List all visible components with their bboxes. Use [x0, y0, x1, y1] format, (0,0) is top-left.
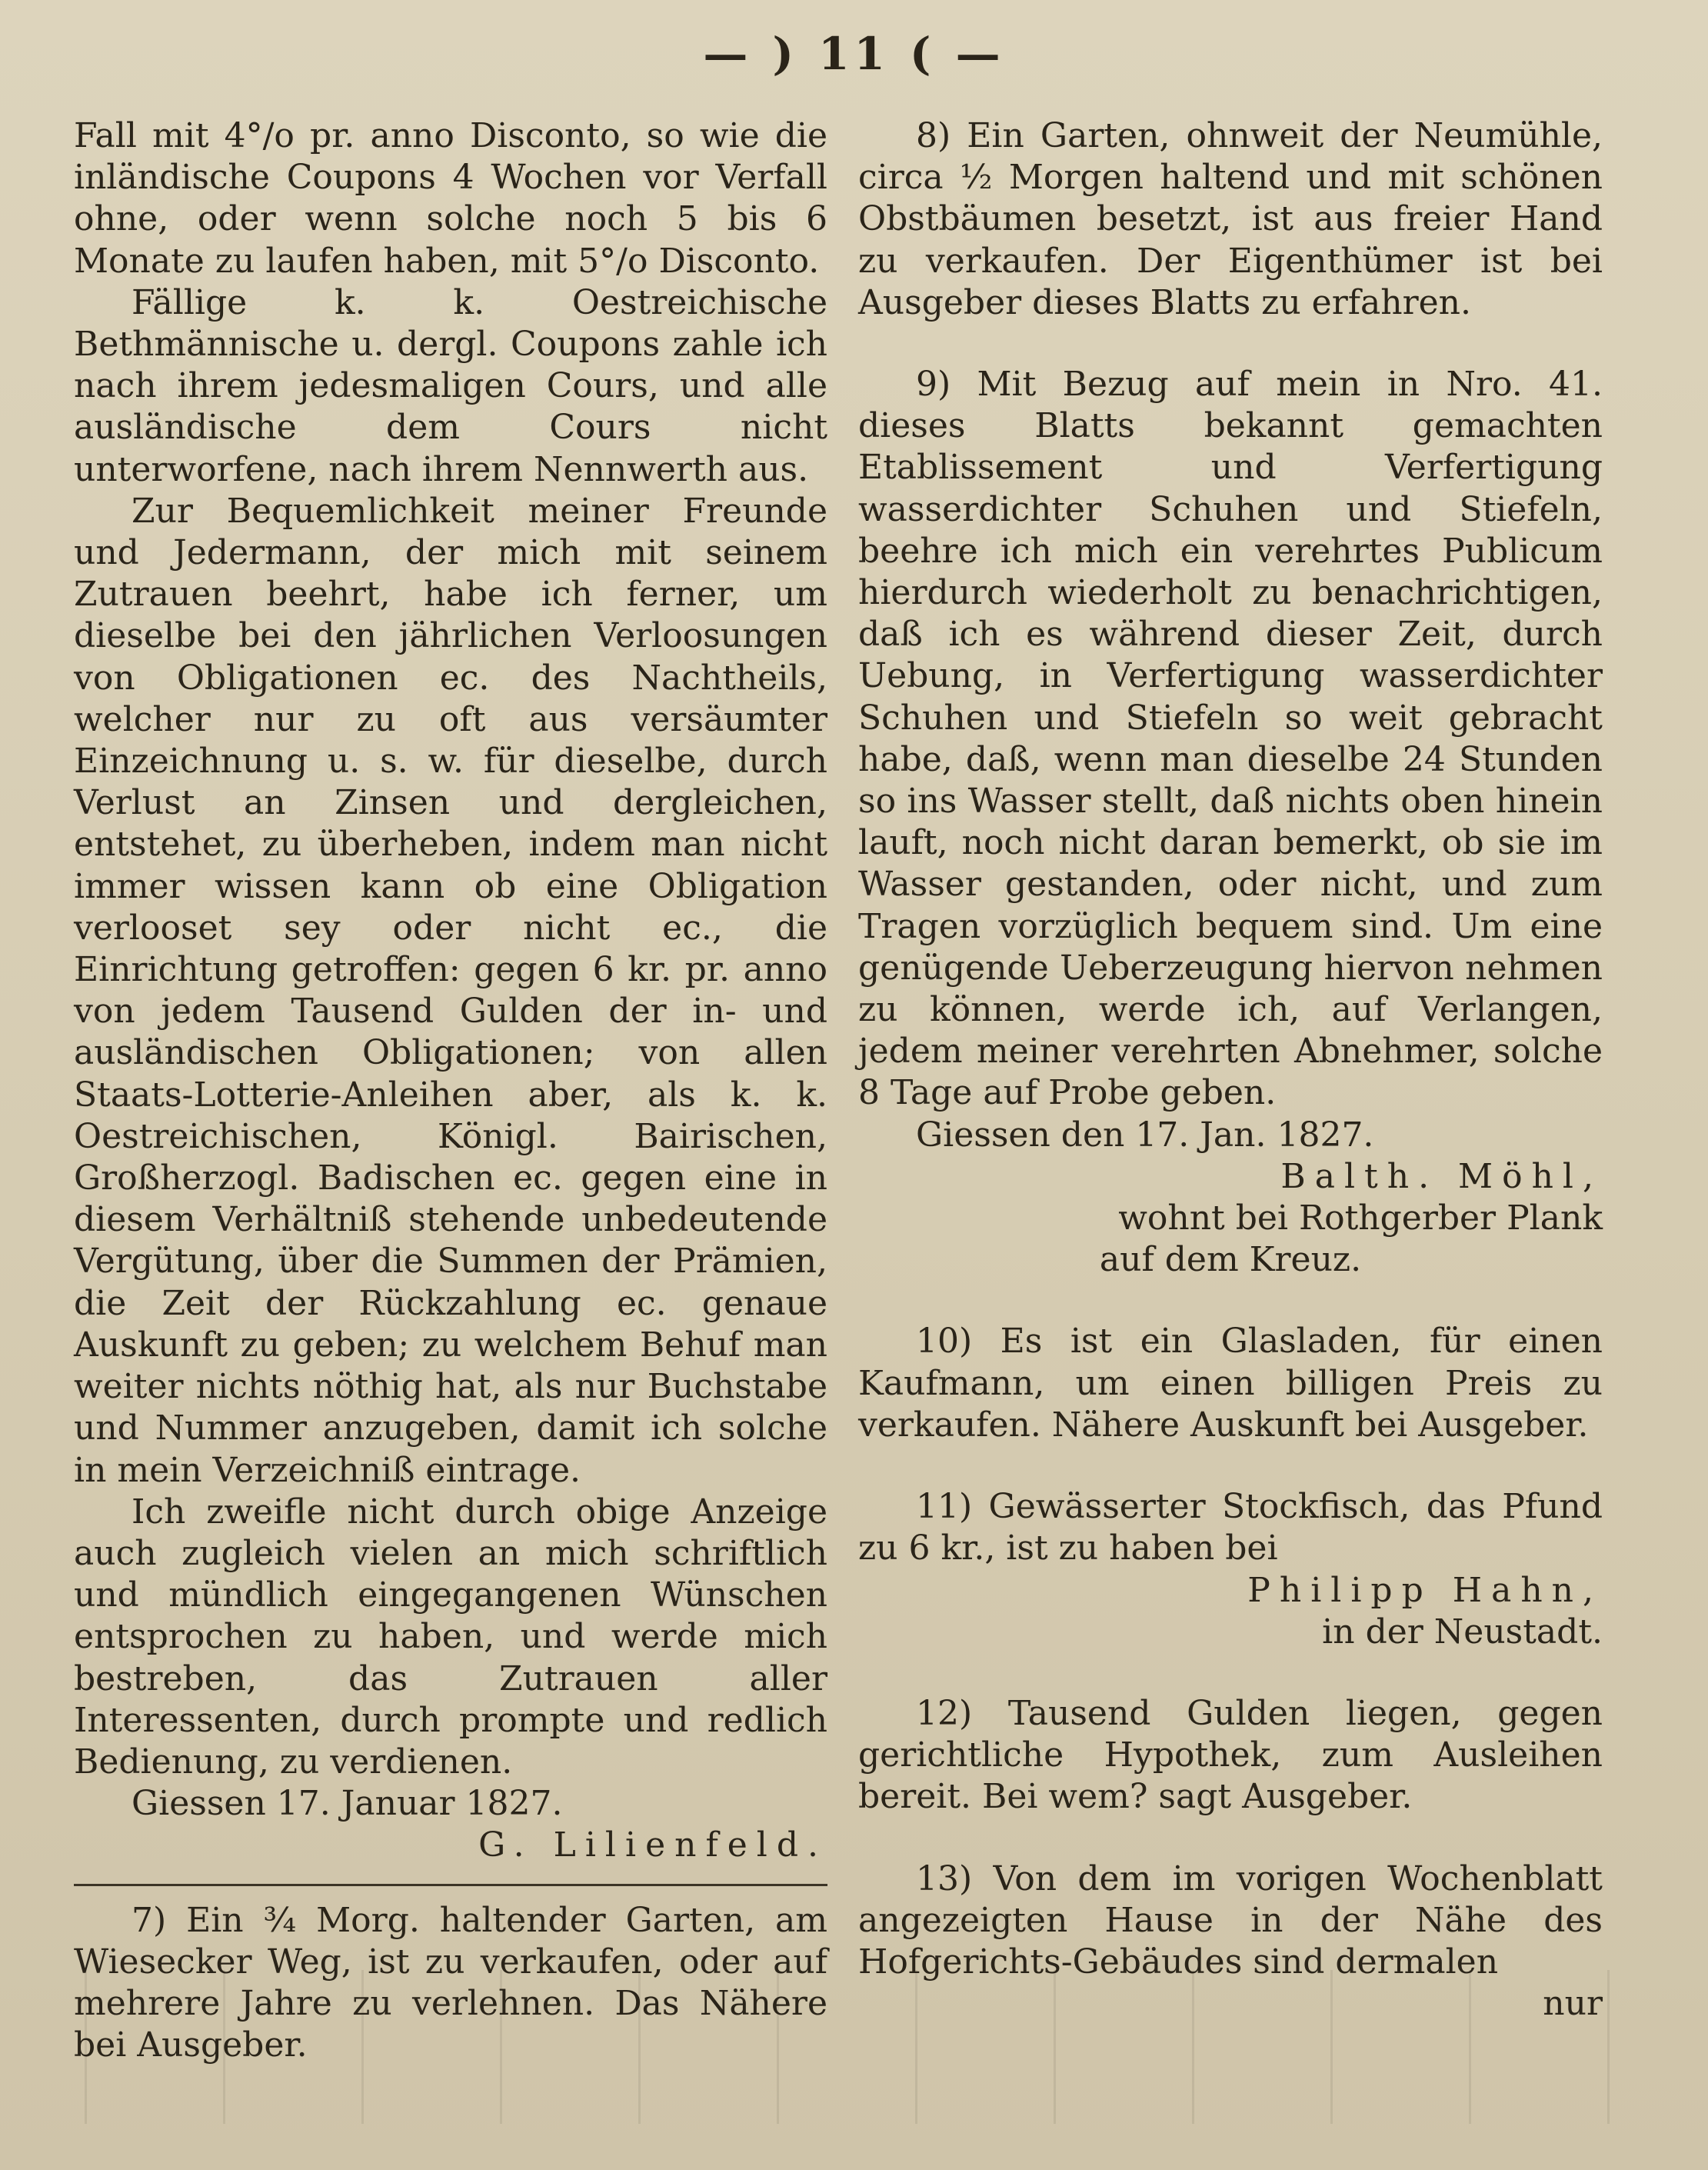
- paragraph-disconto: Fall mit 4°/o pr. anno Disconto, so wie die inländische Coupons 4 Wochen vor Verfall ohne, oder wenn solche noch 5 bis 6 Monate zu laufen haben, mit 5°/o Disconto.: [74, 116, 827, 281]
- ad-8: 8) Ein Garten, ohnweit der Neumühle, circa ½ Morgen haltend und mit schönen Obstbäumen besetzt, ist aus freier Hand zu verkaufen. Der Eigenthümer ist bei Ausgeber dieses Blatts zu erfahren.: [858, 116, 1603, 322]
- ad-11: 11) Gewässerter Stockfisch, das Pfund zu 6 kr., ist zu haben bei: [858, 1487, 1603, 1568]
- ad-11-place: in der Neustadt.: [1322, 1612, 1603, 1652]
- ad-9-address-line-2: auf dem Kreuz.: [1099, 1240, 1362, 1280]
- ad-7: 7) Ein ¾ Morg. haltender Garten, am Wiesecker Weg, ist zu verkaufen, oder auf mehrere Jahre zu verlehnen. Das Nähere bei Ausgeber.: [74, 1900, 827, 2065]
- paragraph-closing: Ich zweifle nicht durch obige Anzeige auch zugleich vielen an mich schriftlich und mündlich eingegangenen Wünschen entsprochen zu haben, und werde mich bestreben, das Zutrauen aller Interessenten, durch prompte und redlich Bedienung, zu verdienen.: [74, 1492, 827, 1782]
- ad-9-signature: Balth. Möhl,: [1280, 1156, 1603, 1196]
- ad-9-date: Giessen den 17. Jan. 1827.: [916, 1115, 1374, 1155]
- ad-9: 9) Mit Bezug auf mein in Nro. 41. dieses Blatts bekannt gemachten Etablissement und Verfertigung wasserdichter Schuhen und Stiefeln, beehre ich mich ein verehrtes Publicum hierdurch wiederholt zu benachrichtigen, daß ich es während dieser Zeit, durch Uebung, in Verfertigung wasserdichter Schuhen und Stiefeln so weit gebracht habe, daß, wenn man dieselbe 24 Stunden so ins Wasser stellt, daß nichts oben hinein lauft, noch nicht daran bemerkt, ob sie im Wasser gestanden, oder nicht, und zum Tragen vorzüglich bequem sind. Um eine genügende Ueberzeugung hiervon nehmen zu können, werde ich, auf Verlangen, jedem meiner verehrten Abnehmer, solche 8 Tage auf Probe geben.: [858, 365, 1603, 1113]
- paragraph-coupons: Fällige k. k. Oestreichische Bethmännische u. dergl. Coupons zahle ich nach ihrem jedesmaligen Cours, und alle ausländische dem Cours nicht unterworfene, nach ihrem Nennwerth aus.: [74, 282, 827, 489]
- bleed-through-texture: [85, 1970, 1623, 2124]
- paragraph-verloosungen: Zur Bequemlichkeit meiner Freunde und Jedermann, der mich mit seinem Zutrauen beehrt, habe ich ferner, um dieselbe bei den jährlichen Verloosungen von Obligationen ec. des Nachtheils, welcher nur zu oft aus versäumter Einzeichnung u. s. w. für dieselbe, durch Verlust an Zinsen und dergleichen, entstehet, zu überheben, indem man nicht immer wissen kann ob eine Obligation verlooset sey oder nicht ec., die Einrichtung getroffen: gegen 6 kr. pr. anno von jedem Tausend Gulden der in- und ausländischen Obligationen; von allen Staats-Lotterie-Anleihen aber, als k. k. Oestreichischen, Königl. Bairischen, Großherzogl. Badischen ec. gegen eine in diesem Verhältniß stehende unbedeutende Vergütung, über die Summen der Prämien, die Zeit der Rückzahlung ec. genaue Auskunft zu geben; zu welchem Behuf man weiter nichts nöthig hat, als nur Buchstabe und Nummer anzugeben, damit ich solche in mein Verzeichniß eintrage.: [74, 491, 827, 1490]
- ad-11-name: Philipp Hahn,: [1247, 1570, 1603, 1610]
- catchword: nur: [1543, 1984, 1603, 2024]
- signature: G. Lilienfeld.: [478, 1825, 827, 1865]
- divider: [74, 1884, 827, 1886]
- ad-9-address-line-1: wohnt bei Rothgerber Plank: [1118, 1198, 1603, 1238]
- ad-13: 13) Von dem im vorigen Wochenblatt angezeigten Hause in der Nähe des Hofgerichts-Gebäudes sind dermalen: [858, 1858, 1603, 1982]
- page-number: — ) 11 ( —: [703, 28, 1005, 80]
- date-line: Giessen 17. Januar 1827.: [132, 1784, 563, 1824]
- ad-12: 12) Tausend Gulden liegen, gegen gerichtliche Hypothek, zum Ausleihen bereit. Bei wem? sagt Ausgeber.: [858, 1693, 1603, 1817]
- left-column: [74, 115, 827, 2066]
- right-column: [858, 115, 1603, 2025]
- ad-10: 10) Es ist ein Glasladen, für einen Kaufmann, um einen billigen Preis zu verkaufen. Nähere Auskunft bei Ausgeber.: [858, 1322, 1603, 1445]
